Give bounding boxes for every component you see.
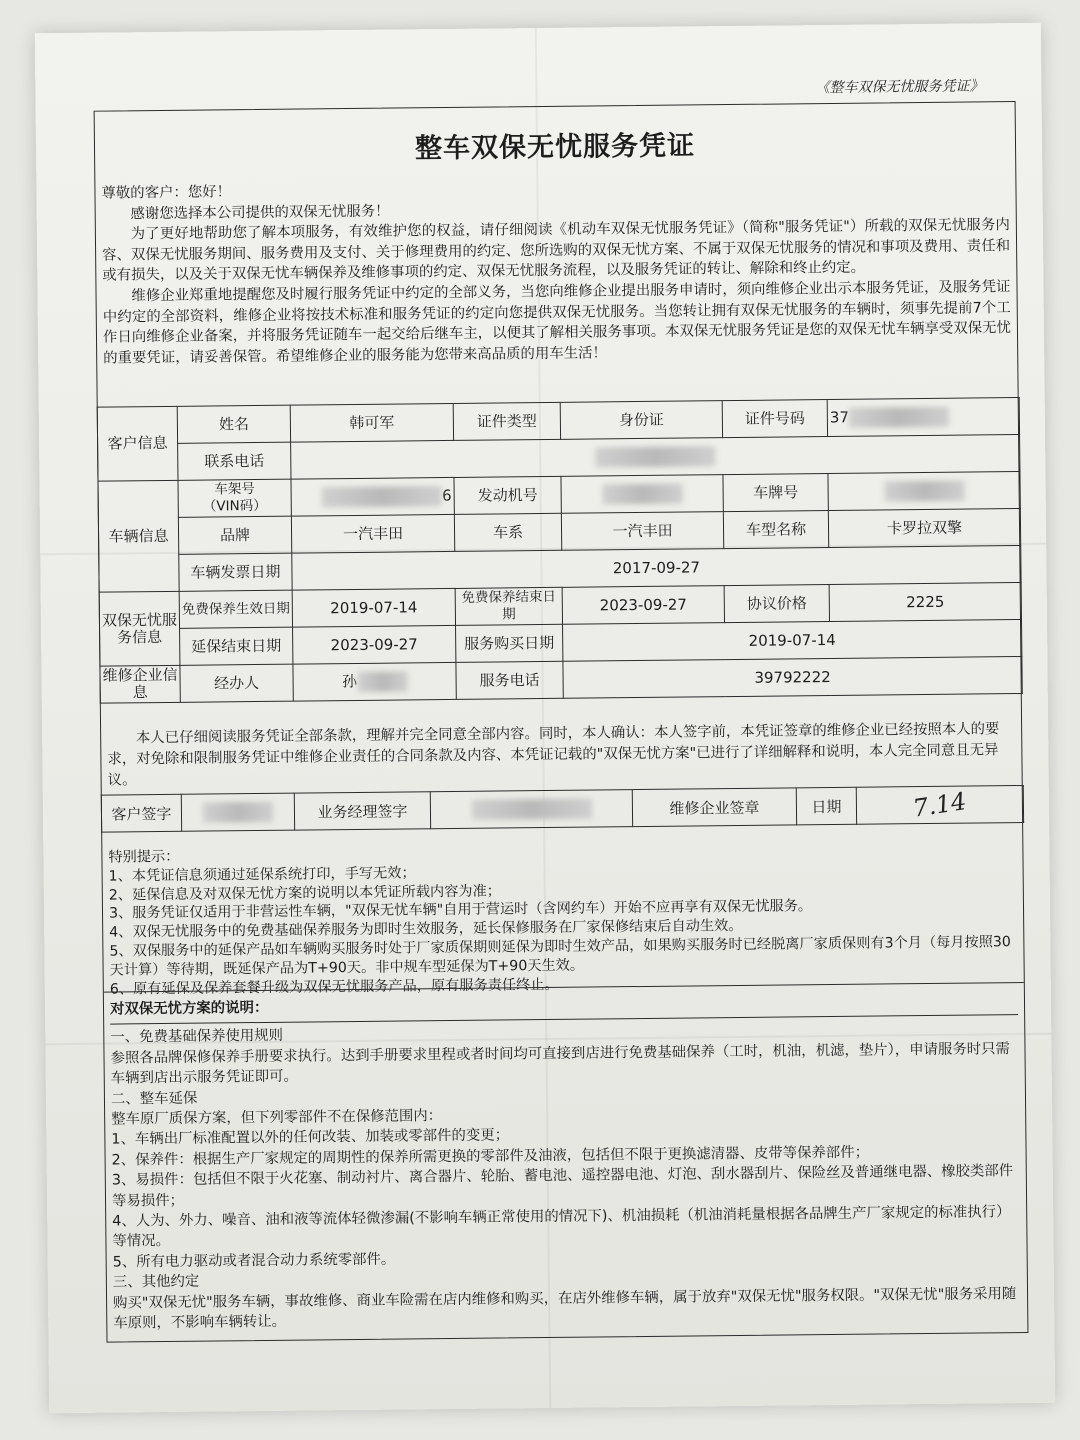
plan-section-text: 购买"双保无忧"服务车辆，事故维修、商业车险需在店内维修和购买，在店外维修车辆，属于放弃"双保无忧"服务权限。"双保无忧"服务采用随车原则，不影响车辆转让。 — [113, 1285, 1017, 1332]
manager-signature-cell — [430, 790, 632, 829]
consent-text: 本人已仔细阅读服务凭证全部条款，理解并完全同意全部内容。同时，本人确认：本人签字前，本凭证签章的维修企业已经按照本人的要求，对免除和限制服务凭证中维修企业责任的合同条款及内容、本凭证记载的"双保无忧方案"已进行了详细解释和说明，本人完全同意且无异议。 — [107, 721, 1000, 789]
special-note-item: 2、延保信息及对双保无忧方案的说明以本凭证所载内容为准； — [108, 883, 501, 904]
plan-section-text: 参照各品牌保修保养手册要求执行。达到手册要求里程或者时间均可直接到店进行免费基础保养（工时，机油，机滤，垫片），申请服务时只需车辆到店出示服务凭证即可。 — [110, 1040, 1010, 1087]
series-value: 一汽丰田 — [561, 512, 723, 551]
plan-section-title: 一、免费基础保养使用规则 — [110, 1028, 284, 1046]
field-label: 姓名 — [177, 405, 290, 443]
special-note-item: 1、本凭证信息须通过延保系统打印，手写无效； — [108, 865, 416, 885]
document-frame — [94, 101, 1029, 1343]
redaction-blur — [884, 481, 964, 502]
vin-visible: 6 — [442, 486, 452, 505]
field-label: 免费保养结束日期 — [455, 587, 562, 625]
invoice-date-value: 2017-09-27 — [292, 546, 1021, 591]
document-code-note: 《整车双保无忧服务凭证》 — [815, 78, 984, 97]
vin-label-line: （VIN码） — [202, 497, 267, 515]
intro-paragraph: 维修企业郑重地提醒您及时履行服务凭证中约定的全部义务，当您向维修企业提出服务申请时，须向维修企业出示本服务凭证，及服务凭证中约定的全部资料，维修企业将按技术标准和服务凭证的约定向您提供双保无忧服务。当您转让拥有双保无忧服务的车辆时，须事先提前7个工作日向维修企业备案，并将服务凭证随车一起交给后继车主，以便其了解相关服务事项。本双保无忧服务凭证是您的双保无忧车辆享受双保无忧的重要凭证，请妥善保管。希望维修企业的服务能为您带来高品质的用车生活！ — [102, 279, 1012, 367]
field-label: 服务购买日期 — [456, 624, 563, 662]
customer-name: 韩可军 — [290, 403, 453, 442]
id-type-value: 身份证 — [560, 401, 722, 440]
redaction-blur — [602, 484, 682, 505]
free-start-date: 2019-07-14 — [292, 588, 455, 627]
document-paper — [35, 23, 1055, 1413]
special-note-item: 6、原有延保及保养套餐升级为双保无忧服务产品，原有服务责任终止。 — [109, 976, 559, 998]
service-info-table — [97, 397, 1023, 704]
id-number-visible: 37 — [829, 408, 850, 427]
field-label: 车辆发票日期 — [179, 553, 292, 591]
field-label: 业务经理签字 — [294, 792, 430, 830]
plan-explanation — [110, 990, 1021, 1334]
handwritten-date: 7.14 — [911, 787, 969, 823]
section-label-vehicle: 车辆信息 — [98, 480, 179, 592]
plan-heading: 对双保无忧方案的说明： — [109, 999, 269, 1018]
price-value: 2225 — [829, 583, 1021, 622]
redaction-blur — [357, 671, 407, 692]
field-label-vin — [178, 479, 291, 517]
field-label: 维修企业签章 — [632, 788, 796, 827]
field-label: 服务电话 — [456, 661, 563, 699]
handler-cell — [293, 662, 456, 701]
signature-table — [101, 785, 1024, 833]
field-label: 品牌 — [178, 516, 291, 554]
plan-list-item: 3、易损件：包括但不限于火花塞、制动衬片、离合器片、轮胎、蓄电池、遥控器电池、灯泡、刮水器刮片、保险丝及普通继电器、橡胶类部件等易损件； — [111, 1163, 1014, 1210]
special-notes-heading: 特别提示： — [108, 848, 180, 866]
free-end-date: 2023-09-27 — [562, 586, 724, 625]
redaction-blur — [322, 486, 442, 507]
field-label: 车牌号 — [723, 474, 828, 512]
brand-value: 一汽丰田 — [291, 514, 454, 553]
plan-list-item: 5、所有电力驱动或者混合动力系统零部件。 — [112, 1251, 396, 1271]
field-label: 日期 — [796, 787, 856, 825]
purchase-date: 2019-07-14 — [563, 620, 1022, 662]
id-number-cell — [827, 398, 1019, 437]
greeting: 尊敬的客户：您好！ — [101, 184, 232, 202]
section-label-customer: 客户信息 — [97, 406, 178, 481]
redaction-blur — [595, 446, 715, 467]
consent-statement — [107, 719, 1016, 792]
special-note-item: 3、服务凭证仅适用于非营运性车辆，"双保无忧车辆"自用于营运时（含网约车）开始不应再享有双保无忧服务。 — [108, 898, 813, 922]
field-label: 车型名称 — [723, 511, 828, 549]
plan-list-item: 2、保养件：根据生产厂家规定的周期性的保养所需更换的零部件及油液，包括但不限于更换滤清器、皮带等保养部件； — [111, 1144, 870, 1169]
intro-paragraph: 为了更好地帮助您了解本项服务，有效维护您的权益，请仔细阅读《机动车双保无忧服务凭证》（简称"服务凭证"）所载的双保无忧服务内容、双保无忧服务期间、服务费用及支付、关于修理费用的约定、您所选购的双保无忧方案、不属于双保无忧服务的情况和事项及费用、责任和或有损失，以及关于双保无忧车辆保养及维修事项的约定、双保无忧服务流程，以及服务凭证的转让、解除和终止约定。 — [102, 217, 1011, 284]
intro-paragraph: 感谢您选择本公司提供的双保无忧服务！ — [130, 203, 390, 222]
field-label: 免费保养生效日期 — [179, 590, 292, 628]
special-note-item: 5、双保服务中的延保产品如车辆购买服务时处于厂家质保期则延保为即时生效产品，如果购买服务时已经脱离厂家质保则有3个月（每月按照30天计算）等待期，既延保产品为T+90天。非中规车型延保为T+90天生效。 — [109, 934, 1012, 979]
field-label: 延保结束日期 — [180, 627, 293, 665]
handler-visible: 孙 — [341, 672, 358, 691]
redaction-blur — [849, 407, 949, 428]
field-label: 车系 — [454, 513, 561, 551]
service-phone-value: 39792222 — [563, 657, 1022, 699]
model-value: 卡罗拉双擎 — [828, 509, 1020, 548]
plan-section-text: 整车原厂质保方案，但下列零部件不在保修范围内： — [111, 1108, 443, 1128]
engine-cell — [561, 475, 723, 514]
section-label-service: 双保无忧服务信息 — [99, 591, 180, 666]
vin-cell — [291, 477, 454, 516]
table-row — [101, 785, 1023, 832]
ext-end-date: 2023-09-27 — [293, 625, 456, 664]
redaction-blur — [471, 799, 591, 820]
document-title: 整车双保无忧服务凭证 — [414, 130, 696, 165]
intro-section — [101, 174, 1011, 369]
redaction-blur — [203, 802, 273, 823]
plan-section-title: 三、其他约定 — [112, 1273, 200, 1291]
special-note-item: 4、双保无忧服务中的免费基础保养服务为即时生效服务，延长保修服务在厂家保修结束后自动生效。 — [109, 918, 743, 941]
field-label: 证件类型 — [453, 402, 560, 440]
field-label: 协议价格 — [724, 585, 829, 623]
field-label: 发动机号 — [454, 476, 561, 514]
date-cell — [856, 785, 1023, 824]
section-label-repair: 维修企业信息 — [100, 665, 180, 703]
vin-label-line: 车架号 — [214, 481, 255, 498]
field-label: 证件号码 — [722, 400, 827, 438]
plan-list-item: 1、车辆出厂标准配置以外的任何改装、加装或零部件的变更； — [111, 1127, 510, 1149]
field-label: 经办人 — [180, 664, 293, 702]
field-label: 客户签字 — [101, 794, 181, 832]
field-label: 联系电话 — [178, 442, 291, 480]
plate-cell — [828, 472, 1020, 511]
customer-signature-cell — [181, 793, 294, 831]
special-notes — [108, 839, 1018, 999]
plan-list-item: 4、人为、外力、噪音、油和液等流体轻微渗漏(不影响车辆正常使用的情况下)、机油损耗（机油消耗量根据各品牌生产厂家规定的标准执行）等情况。 — [112, 1204, 1011, 1251]
plan-section-title: 二、整车延保 — [110, 1090, 198, 1108]
